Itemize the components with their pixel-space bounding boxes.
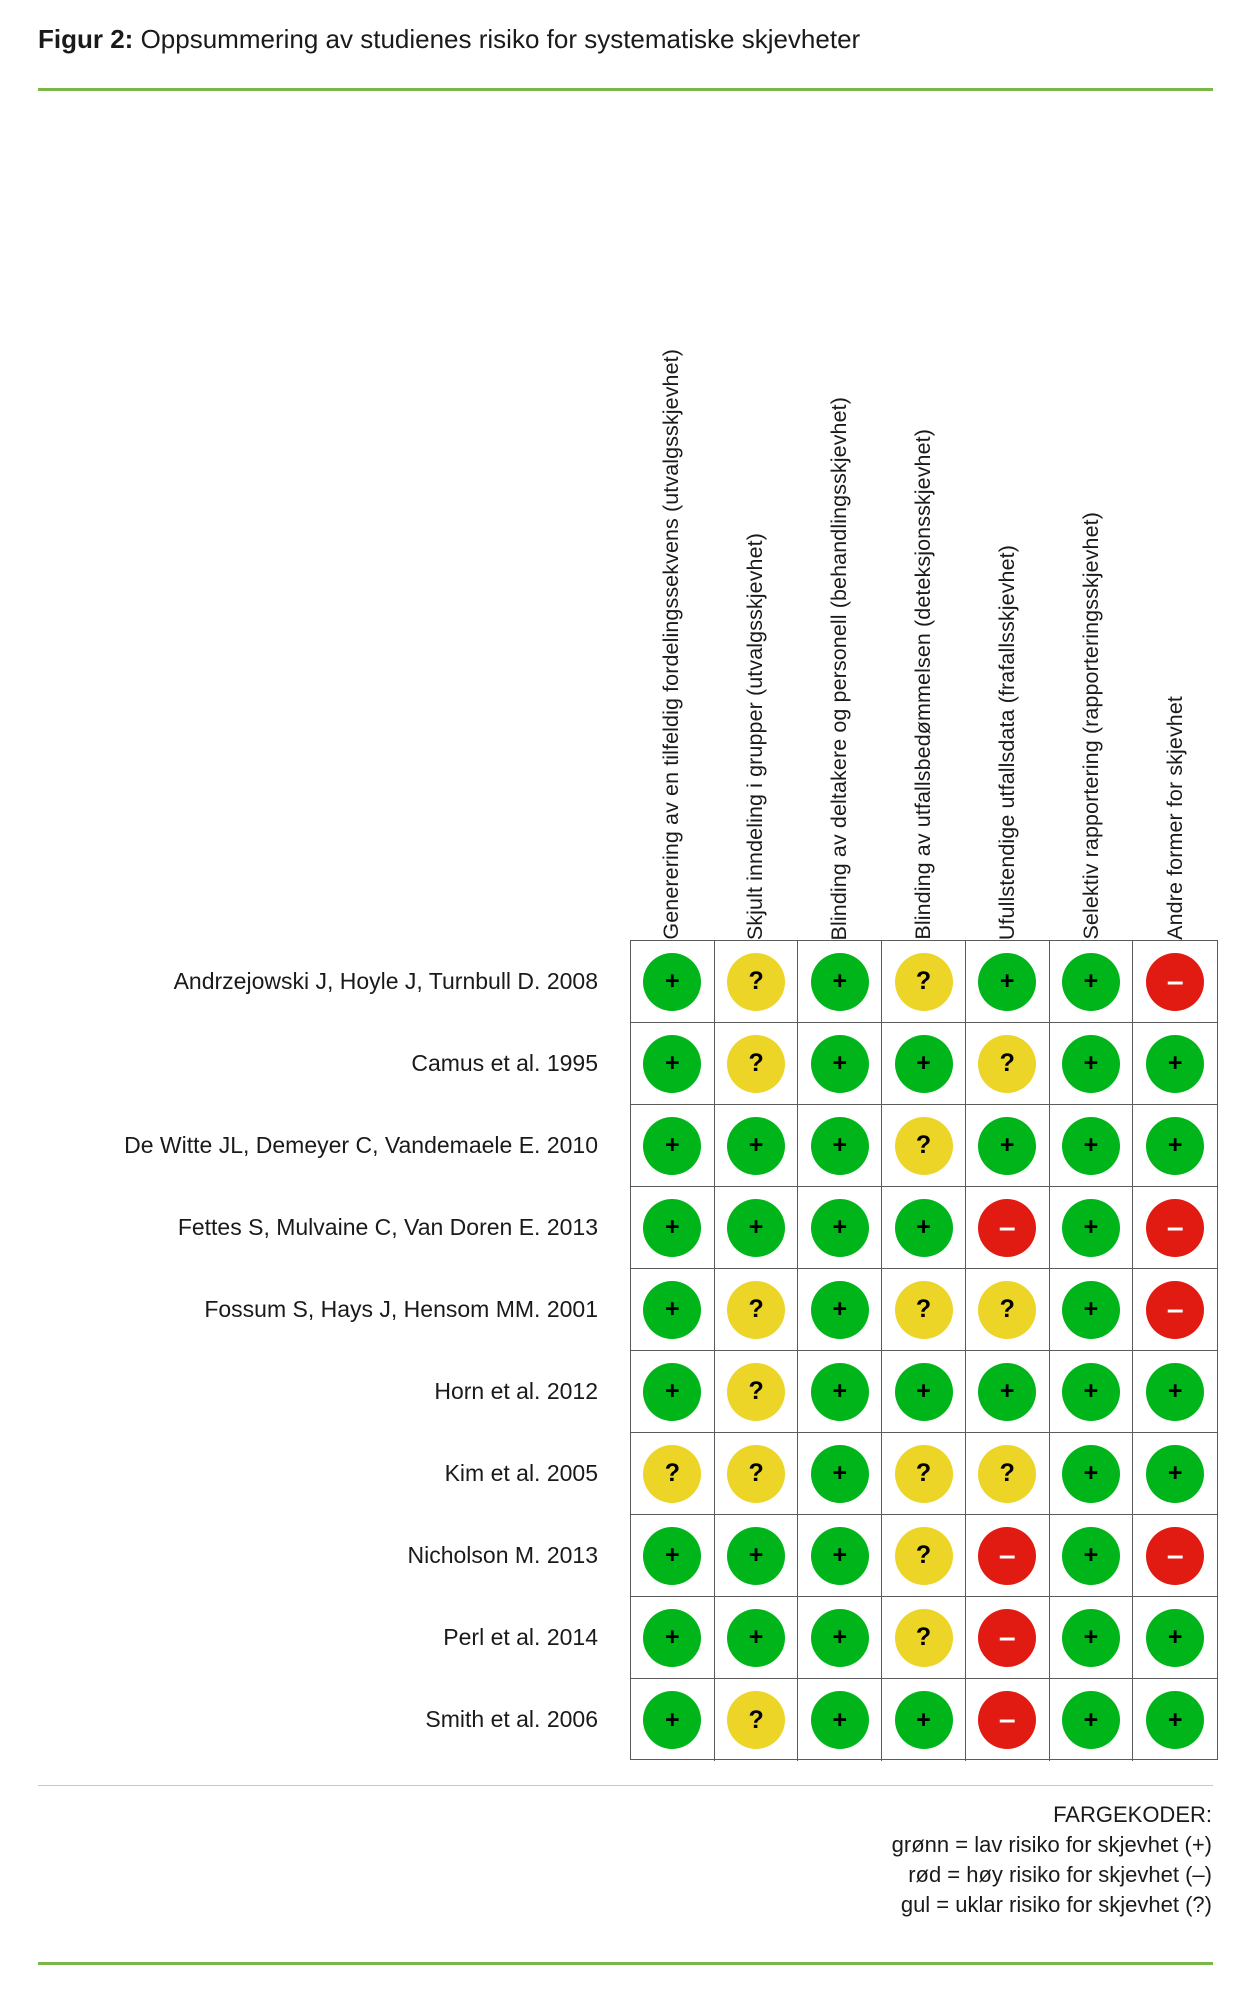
risk-bubble-yellow [895, 1117, 953, 1175]
column-header-label: Generering av en tilfeldig fordelingssekvens (utvalgsskjevhet) [659, 349, 684, 940]
risk-bubble-green [643, 1035, 701, 1093]
risk-glyph: ? [664, 1459, 680, 1487]
matrix-cell-r3-c3 [798, 1105, 882, 1187]
matrix-cell-r6-c2 [715, 1351, 799, 1433]
risk-bubble-green [1062, 1527, 1120, 1585]
matrix-cell-r4-c3 [798, 1187, 882, 1269]
matrix-cell-r3-c7 [1133, 1105, 1217, 1187]
risk-bubble-yellow [727, 1281, 785, 1339]
matrix-cell-r4-c6 [1050, 1187, 1134, 1269]
risk-glyph: – [1166, 1538, 1184, 1572]
matrix-cell-r7-c6 [1050, 1433, 1134, 1515]
legend-line-green: grønn = lav risiko for skjevhet (+) [891, 1832, 1212, 1857]
risk-bubble-yellow [895, 1445, 953, 1503]
matrix-cell-r9-c4 [882, 1597, 966, 1679]
matrix-cell-r10-c2 [715, 1679, 799, 1761]
risk-glyph: – [1166, 1292, 1184, 1326]
risk-glyph: + [832, 1131, 848, 1159]
risk-bubble-green [895, 1691, 953, 1749]
risk-glyph: + [665, 1295, 680, 1323]
matrix-row [631, 1351, 1217, 1433]
row-label-3: De Witte JL, Demeyer C, Vandemaele E. 2010 [124, 1131, 598, 1158]
matrix-cell-r2-c5 [966, 1023, 1050, 1105]
column-header-4 [882, 100, 966, 940]
column-header-7 [1134, 100, 1218, 940]
matrix-cell-r10-c5 [966, 1679, 1050, 1761]
risk-glyph: + [1083, 1049, 1099, 1077]
color-legend [512, 1800, 1212, 1920]
column-header-3 [798, 100, 882, 940]
legend-divider [38, 1785, 1213, 1786]
risk-glyph: + [1083, 1213, 1099, 1241]
matrix-row [631, 1515, 1217, 1597]
matrix-cell-r9-c6 [1050, 1597, 1134, 1679]
legend-line-red: rød = høy risiko for skjevhet (–) [908, 1862, 1212, 1887]
risk-bubble-green [978, 953, 1036, 1011]
matrix-cell-r7-c7 [1133, 1433, 1217, 1515]
risk-bubble-green [1062, 1199, 1120, 1257]
column-header-1 [630, 100, 714, 940]
risk-bubble-red [978, 1199, 1036, 1257]
matrix-cell-r9-c7 [1133, 1597, 1217, 1679]
risk-glyph: ? [915, 1623, 932, 1651]
risk-bubble-yellow [727, 1445, 785, 1503]
matrix-cell-r5-c4 [882, 1269, 966, 1351]
column-header-label: Blinding av deltakere og personell (behandlingsskjevhet) [827, 396, 852, 940]
risk-bubble-red [978, 1691, 1036, 1749]
matrix-cell-r7-c1 [631, 1433, 715, 1515]
risk-glyph: ? [915, 1459, 932, 1487]
risk-glyph: + [748, 1131, 764, 1159]
risk-glyph: ? [915, 1295, 932, 1323]
bottom-divider [38, 1962, 1213, 1965]
matrix-cell-r7-c3 [798, 1433, 882, 1515]
risk-glyph: + [832, 1295, 848, 1323]
row-label-7: Kim et al. 2005 [444, 1459, 598, 1486]
row-label-1: Andrzejowski J, Hoyle J, Turnbull D. 2008 [173, 967, 598, 994]
matrix-cell-r10-c3 [798, 1679, 882, 1761]
matrix-cell-r8-c5 [966, 1515, 1050, 1597]
matrix-cell-r2-c1 [631, 1023, 715, 1105]
row-label-2: Camus et al. 1995 [411, 1049, 598, 1076]
risk-bubble-green [643, 1609, 701, 1667]
matrix-cell-r10-c6 [1050, 1679, 1134, 1761]
matrix-cell-r4-c7 [1133, 1187, 1217, 1269]
risk-bubble-green [1062, 1117, 1120, 1175]
row-label-4: Fettes S, Mulvaine C, Van Doren E. 2013 [177, 1213, 598, 1240]
risk-bubble-green [978, 1363, 1036, 1421]
matrix-row [631, 1433, 1217, 1515]
figure-caption: Oppsummering av studienes risiko for systematiske skjevheter [140, 24, 861, 54]
risk-bubble-red [1146, 1527, 1204, 1585]
risk-glyph: ? [748, 1705, 764, 1734]
risk-bubble-yellow [895, 953, 953, 1011]
row-label-8: Nicholson M. 2013 [407, 1541, 598, 1568]
matrix-cell-r3-c6 [1050, 1105, 1134, 1187]
matrix-cell-r5-c5 [966, 1269, 1050, 1351]
row-label-9: Perl et al. 2014 [443, 1623, 598, 1650]
risk-glyph: + [1083, 1295, 1099, 1323]
risk-glyph: + [832, 1623, 848, 1651]
risk-glyph: – [998, 1210, 1016, 1244]
risk-glyph: + [999, 1377, 1015, 1405]
matrix-cell-r7-c5 [966, 1433, 1050, 1515]
legend-title: FARGEKODER: [1053, 1802, 1212, 1827]
risk-bubble-green [811, 1527, 869, 1585]
column-header-label: Skjult inndeling i grupper (utvalgsskjevhet) [743, 532, 768, 940]
risk-bubble-green [643, 1363, 701, 1421]
matrix-cell-r5-c7 [1133, 1269, 1217, 1351]
risk-glyph: – [1166, 1210, 1184, 1244]
matrix-cell-r9-c1 [631, 1597, 715, 1679]
column-header-2 [714, 100, 798, 940]
matrix-cell-r8-c3 [798, 1515, 882, 1597]
risk-bubble-green [1062, 1445, 1120, 1503]
risk-bubble-green [811, 1445, 869, 1503]
risk-glyph: + [1083, 1459, 1099, 1487]
risk-bubble-green [1062, 1035, 1120, 1093]
matrix-cell-r9-c5 [966, 1597, 1050, 1679]
risk-glyph: + [832, 1541, 848, 1569]
matrix-cell-r7-c2 [715, 1433, 799, 1515]
matrix-cell-r3-c2 [715, 1105, 799, 1187]
risk-bubble-green [1146, 1035, 1204, 1093]
matrix-cell-r8-c6 [1050, 1515, 1134, 1597]
matrix-cell-r4-c4 [882, 1187, 966, 1269]
matrix-cell-r7-c4 [882, 1433, 966, 1515]
risk-bubble-yellow [643, 1445, 701, 1503]
risk-glyph: + [832, 1377, 848, 1405]
risk-glyph: + [665, 1377, 680, 1405]
figure-title [38, 22, 1218, 56]
matrix-row [631, 1023, 1217, 1105]
risk-bubble-yellow [727, 953, 785, 1011]
risk-glyph: + [999, 1131, 1015, 1159]
risk-glyph: + [999, 967, 1015, 995]
risk-bubble-green [811, 953, 869, 1011]
risk-bubble-green [643, 1527, 701, 1585]
matrix-row [631, 941, 1217, 1023]
risk-glyph: + [1167, 1623, 1183, 1651]
risk-glyph: ? [999, 1049, 1015, 1077]
matrix-cell-r1-c4 [882, 941, 966, 1023]
risk-glyph: + [665, 1541, 680, 1569]
risk-bubble-yellow [978, 1281, 1036, 1339]
column-header-5 [966, 100, 1050, 940]
risk-glyph: + [665, 1705, 680, 1734]
risk-bubble-yellow [895, 1609, 953, 1667]
risk-bubble-yellow [895, 1527, 953, 1585]
risk-bubble-yellow [727, 1035, 785, 1093]
matrix-cell-r4-c1 [631, 1187, 715, 1269]
risk-bubble-red [978, 1527, 1036, 1585]
matrix-cell-r1-c5 [966, 941, 1050, 1023]
risk-bubble-green [1146, 1609, 1204, 1667]
risk-glyph: + [1083, 1377, 1099, 1405]
risk-glyph: – [998, 1703, 1016, 1736]
risk-bubble-green [1146, 1117, 1204, 1175]
risk-glyph: – [1166, 964, 1184, 998]
matrix-cell-r8-c7 [1133, 1515, 1217, 1597]
risk-glyph: ? [748, 1295, 764, 1323]
matrix-cell-r3-c5 [966, 1105, 1050, 1187]
column-header-label: Blinding av utfallsbedømmelsen (deteksjonsskjevhet) [911, 429, 936, 940]
risk-glyph: + [1083, 1623, 1099, 1651]
matrix-cell-r4-c5 [966, 1187, 1050, 1269]
column-header-label: Andre former for skjevhet [1163, 696, 1188, 940]
risk-bubble-green [811, 1035, 869, 1093]
matrix-cell-r2-c2 [715, 1023, 799, 1105]
matrix-cell-r5-c2 [715, 1269, 799, 1351]
risk-bubble-red [1146, 953, 1204, 1011]
risk-bubble-green [1062, 953, 1120, 1011]
risk-bubble-yellow [727, 1691, 785, 1749]
risk-bubble-red [1146, 1281, 1204, 1339]
risk-glyph: + [748, 1623, 764, 1651]
risk-glyph: ? [915, 1541, 932, 1569]
risk-bubble-green [643, 1691, 701, 1749]
risk-glyph: + [665, 1049, 680, 1077]
risk-glyph: ? [748, 1049, 764, 1077]
risk-glyph: ? [999, 1459, 1015, 1487]
matrix-cell-r10-c4 [882, 1679, 966, 1761]
matrix-row [631, 1679, 1217, 1761]
matrix-cell-r3-c1 [631, 1105, 715, 1187]
matrix-cell-r1-c1 [631, 941, 715, 1023]
matrix-cell-r6-c5 [966, 1351, 1050, 1433]
risk-glyph: ? [915, 1131, 932, 1159]
matrix-cell-r6-c7 [1133, 1351, 1217, 1433]
matrix-cell-r2-c3 [798, 1023, 882, 1105]
risk-glyph: + [1167, 1459, 1183, 1487]
risk-glyph: + [832, 1049, 848, 1077]
risk-glyph: ? [999, 1295, 1015, 1323]
risk-bubble-green [643, 1199, 701, 1257]
column-header-label: Selektiv rapportering (rapporteringsskjevhet) [1079, 512, 1104, 940]
risk-glyph: + [1167, 1377, 1183, 1405]
matrix-cell-r3-c4 [882, 1105, 966, 1187]
legend-line-yellow: gul = uklar risiko for skjevhet (?) [900, 1892, 1212, 1917]
matrix-cell-r6-c4 [882, 1351, 966, 1433]
risk-glyph: + [1167, 1131, 1183, 1159]
risk-glyph: – [998, 1620, 1016, 1654]
figure-label: Figur 2: [38, 24, 134, 54]
risk-bubble-green [895, 1035, 953, 1093]
matrix-cell-r8-c4 [882, 1515, 966, 1597]
risk-glyph: + [748, 1541, 764, 1569]
matrix-row [631, 1187, 1217, 1269]
matrix-cell-r6-c3 [798, 1351, 882, 1433]
risk-bubble-green [727, 1527, 785, 1585]
row-labels [20, 940, 616, 1760]
risk-glyph: + [1083, 1705, 1099, 1734]
risk-bubble-green [1062, 1363, 1120, 1421]
risk-bubble-yellow [895, 1281, 953, 1339]
column-header-6 [1050, 100, 1134, 940]
risk-bubble-green [811, 1199, 869, 1257]
risk-glyph: + [665, 1131, 680, 1159]
risk-bubble-green [727, 1199, 785, 1257]
row-label-10: Smith et al. 2006 [425, 1705, 598, 1732]
risk-glyph: + [916, 1049, 931, 1077]
top-divider [38, 88, 1213, 91]
risk-bubble-green [1062, 1691, 1120, 1749]
matrix-cell-r8-c2 [715, 1515, 799, 1597]
matrix-cell-r9-c2 [715, 1597, 799, 1679]
column-header-label: Ufullstendige utfallsdata (frafallsskjevhet) [995, 544, 1020, 940]
risk-glyph: + [1167, 1705, 1183, 1734]
risk-glyph: + [1083, 1541, 1099, 1569]
matrix-cell-r1-c2 [715, 941, 799, 1023]
risk-bubble-green [978, 1117, 1036, 1175]
risk-bubble-green [895, 1199, 953, 1257]
risk-of-bias-matrix [630, 940, 1218, 1760]
risk-glyph: ? [915, 967, 932, 995]
risk-glyph: + [665, 967, 680, 995]
risk-glyph: ? [748, 1377, 764, 1405]
risk-bubble-yellow [727, 1363, 785, 1421]
risk-bubble-green [1146, 1363, 1204, 1421]
risk-glyph: + [665, 1623, 680, 1651]
risk-bubble-green [643, 1117, 701, 1175]
matrix-cell-r5-c1 [631, 1269, 715, 1351]
matrix-cell-r1-c3 [798, 941, 882, 1023]
risk-glyph: + [832, 967, 848, 995]
matrix-cell-r1-c6 [1050, 941, 1134, 1023]
risk-bubble-green [811, 1691, 869, 1749]
matrix-cell-r2-c6 [1050, 1023, 1134, 1105]
matrix-cell-r6-c6 [1050, 1351, 1134, 1433]
matrix-row [631, 1105, 1217, 1187]
risk-glyph: + [832, 1705, 848, 1734]
risk-glyph: + [1083, 967, 1099, 995]
matrix-cell-r2-c7 [1133, 1023, 1217, 1105]
risk-glyph: + [916, 1213, 931, 1241]
risk-bubble-green [895, 1363, 953, 1421]
risk-bubble-red [1146, 1199, 1204, 1257]
risk-bubble-green [811, 1609, 869, 1667]
risk-bubble-green [811, 1363, 869, 1421]
risk-glyph: + [832, 1459, 848, 1487]
matrix-cell-r6-c1 [631, 1351, 715, 1433]
matrix-cell-r2-c4 [882, 1023, 966, 1105]
matrix-cell-r9-c3 [798, 1597, 882, 1679]
risk-bubble-green [1146, 1691, 1204, 1749]
matrix-cell-r4-c2 [715, 1187, 799, 1269]
risk-bubble-green [727, 1609, 785, 1667]
risk-bubble-green [643, 953, 701, 1011]
risk-bubble-green [811, 1117, 869, 1175]
row-label-6: Horn et al. 2012 [434, 1377, 598, 1404]
matrix-row [631, 1597, 1217, 1679]
row-label-5: Fossum S, Hays J, Hensom MM. 2001 [204, 1295, 598, 1322]
risk-bubble-green [727, 1117, 785, 1175]
risk-glyph: + [665, 1213, 680, 1241]
risk-glyph: ? [748, 967, 764, 995]
matrix-cell-r10-c1 [631, 1679, 715, 1761]
risk-glyph: ? [748, 1459, 764, 1487]
risk-bubble-yellow [978, 1035, 1036, 1093]
risk-glyph: + [916, 1377, 931, 1405]
risk-bubble-green [1062, 1609, 1120, 1667]
risk-glyph: + [832, 1213, 848, 1241]
risk-glyph: + [1167, 1049, 1183, 1077]
risk-glyph: + [748, 1213, 764, 1241]
matrix-cell-r10-c7 [1133, 1679, 1217, 1761]
matrix-cell-r8-c1 [631, 1515, 715, 1597]
risk-glyph: – [998, 1538, 1016, 1572]
column-headers [630, 100, 1218, 940]
risk-glyph: + [1083, 1131, 1099, 1159]
risk-bubble-green [1146, 1445, 1204, 1503]
risk-bubble-yellow [978, 1445, 1036, 1503]
matrix-row [631, 1269, 1217, 1351]
risk-bubble-red [978, 1609, 1036, 1667]
matrix-cell-r1-c7 [1133, 941, 1217, 1023]
matrix-cell-r5-c6 [1050, 1269, 1134, 1351]
risk-bubble-green [811, 1281, 869, 1339]
matrix-cell-r5-c3 [798, 1269, 882, 1351]
risk-glyph: + [916, 1705, 931, 1734]
risk-bubble-green [1062, 1281, 1120, 1339]
risk-bubble-green [643, 1281, 701, 1339]
